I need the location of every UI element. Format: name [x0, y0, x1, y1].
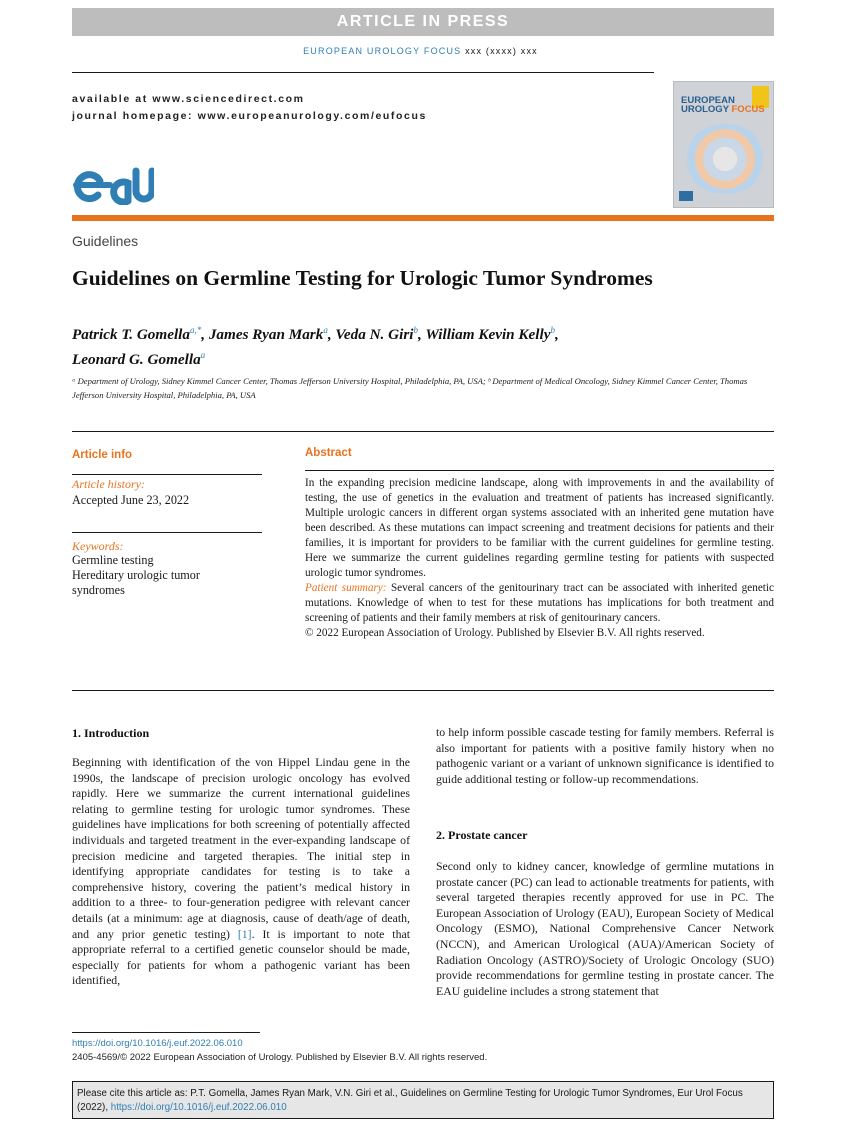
journal-homepage-link[interactable]: journal homepage: www.europeanurology.com/eufocus — [72, 110, 427, 122]
availability-block — [72, 91, 427, 125]
divider — [72, 690, 774, 691]
eau-logo — [70, 163, 154, 205]
doi-link[interactable]: https://doi.org/10.1016/j.euf.2022.06.010 — [72, 1038, 243, 1049]
journal-cover-thumbnail[interactable] — [673, 81, 774, 208]
abstract-copyright: © 2022 European Association of Urology. Published by Elsevier B.V. All rights reserved. — [305, 627, 705, 639]
journal-header — [0, 46, 841, 56]
journal-issue: xxx (xxxx) xxx — [465, 46, 538, 56]
header-rule — [72, 72, 654, 73]
divider — [72, 532, 262, 533]
section-heading-introduction: 1. Introduction — [72, 726, 150, 740]
article-title: Guidelines on Germline Testing for Urologic Tumor Syndromes — [72, 266, 653, 290]
article-in-press-banner: ARTICLE IN PRESS — [72, 8, 774, 36]
citation-doi-link[interactable]: https://doi.org/10.1016/j.euf.2022.06.010 — [110, 1102, 287, 1113]
keyword: syndromes — [72, 583, 125, 597]
reference-link[interactable]: [1] — [237, 926, 252, 941]
divider — [72, 431, 774, 432]
cover-publisher-mark — [679, 191, 693, 201]
author[interactable]: William Kevin Kelly$^b$ — [425, 325, 555, 344]
keyword: Hereditary urologic tumor — [72, 568, 200, 582]
introduction-text: Beginning with identification of the von Hippel Lindau gene in the 1990s, the landscape of precision urologic oncology has evolved rapidly. Here we summarize the current international guidelines relating to germline testing for urologic tumor syndromes. These guidelines have implications for both screening of potentially affected individuals and targeted treatment in the ever-expanding landscape of precision medicine and targeted therapies. The initial step in identifying appropriate candidates for testing is to take a comprehensive history, covering the patient’s medical history in addition to a three- to four-generation pedigree with relevant cancer details (at a minimum: age at diagnosis, cause of death/age of death, and any prior genetic testing) [1]. It is important to note that appropriate referral to a certified genetic counselor should be made, especially for patients for whom a pathogenic variant has been identified, — [72, 755, 410, 988]
author[interactable]: Patrick T. Gomella$^{a,*}$ — [72, 325, 202, 344]
journal-name[interactable]: EUROPEAN UROLOGY FOCUS — [303, 46, 462, 56]
citation-box — [72, 1081, 774, 1119]
patient-summary-text: Several cancers of the genitourinary tract can be associated with inherited genetic mutations. Knowledge of when to test for these mutations has implications for both treatment and screening of patients and their family members at risk of genitourinary cancers. — [305, 582, 774, 624]
section-heading-prostate: 2. Prostate cancer — [436, 828, 528, 842]
author[interactable]: James Ryan Mark$^a$ — [208, 325, 328, 344]
cover-artwork — [684, 124, 766, 194]
affiliations: ᵃ Department of Urology, Sidney Kimmel Cancer Center, Thomas Jefferson University Hospital, Philadelphia, PA, USA; ᵇ Department of Medical Oncology, Sidney Kimmel Cancer Center, Thomas Jefferson University Hospital, Philadelphia, PA, USA — [72, 376, 748, 400]
patient-summary-label: Patient summary: — [305, 582, 387, 594]
citation-text: Please cite this article as: P.T. Gomella, James Ryan Mark, V.N. Giri et al., Guidelines on Germline Testing for Urologic Tumor Syndromes, Eur Urol Focus (2022), — [77, 1088, 743, 1113]
abstract-heading: Abstract — [305, 447, 352, 459]
issn-copyright: 2405-4569/© 2022 European Association of Urology. Published by Elsevier B.V. All rights reserved. — [72, 1052, 488, 1063]
article-type: Guidelines — [72, 233, 139, 249]
footnote-rule — [72, 1032, 260, 1033]
abstract-text: In the expanding precision medicine landscape, along with improvements in and the availability of testing, the use of genetics in the evaluation and treatment of patients has increased significantly. Multiple urologic cancers in different organ systems associated with an inherited gene mutation have been described. As these mutations can impact screening and treatment decisions for patients and their families, it is important for providers to be familiar with the current guidelines for germline testing. Here we summarize the current guidelines regarding germline testing for patients with suspected urologic tumor syndromes. — [305, 477, 774, 579]
abstract-body — [305, 476, 774, 641]
author-list: Patrick T. Gomella$^{a,*}$, James Ryan Mark$^a$, Veda N. Giri$^b$, William Kevin Kelly$^b$, Leonard G. Gomella$^a$ — [72, 325, 559, 369]
article-info-heading: Article info — [72, 449, 133, 461]
keywords-list — [72, 553, 200, 598]
keywords-label: Keywords: — [72, 539, 124, 553]
introduction-continued: to help inform possible cascade testing for family members. Referral is also important for patients with a positive family history when no pathogenic variant or a variant of unknown significance is identified to guide additional testing or follow-up recommendations. — [436, 725, 774, 786]
prostate-text: Second only to kidney cancer, knowledge of germline mutations in prostate cancer (PC) can lead to actionable treatments for patients, with several targeted therapies recently approved for use in PC. The European Association of Urology (EAU), European Society of Medical Oncology (ESMO), National Comprehensive Cancer Network (NCCN), and American Urological (AUA)/American Society of Radiation Oncology (ASTRO)/Society of Urologic Oncology (SUO) provide recommendations for germline testing in prostate cancer. The EAU guideline includes a strong statement that — [436, 859, 774, 998]
author[interactable]: Leonard G. Gomella$^a$ — [72, 350, 206, 369]
author[interactable]: Veda N. Giri$^b$ — [335, 325, 418, 344]
history-label: Article history: — [72, 477, 145, 491]
divider — [72, 474, 262, 475]
keyword: Germline testing — [72, 553, 154, 567]
history-value: Accepted June 23, 2022 — [72, 493, 190, 507]
cover-title: EUROPEAN UROLOGY FOCUS — [681, 95, 765, 115]
accent-bar — [72, 215, 774, 221]
sciencedirect-link[interactable]: available at www.sciencedirect.com — [72, 93, 305, 105]
divider — [305, 470, 774, 471]
